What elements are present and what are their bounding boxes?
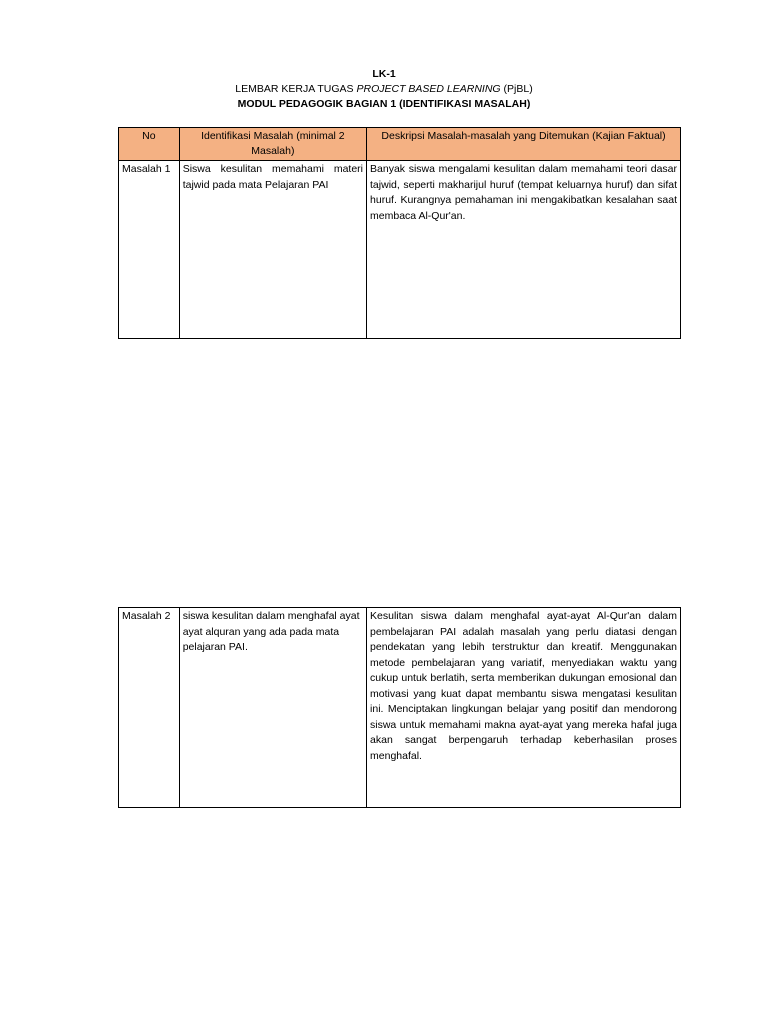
title-italic: PROJECT BASED LEARNING	[356, 83, 501, 95]
column-header-no: No	[119, 128, 180, 161]
problem-table-1	[118, 127, 681, 339]
problem-description: Banyak siswa mengalami kesulitan dalam memahami teori dasar tajwid, seperti makharijul huruf (tempat keluarnya huruf) dan sifat huruf. Kurangnya pemahaman ini mengakibatkan kesalahan saat membaca Al-Qur'an.	[367, 161, 681, 339]
column-header-identifikasi: Identifikasi Masalah (minimal 2 Masalah)	[179, 128, 366, 161]
document-header	[0, 67, 768, 112]
document-title	[0, 82, 768, 97]
problem-description: Kesulitan siswa dalam menghafal ayat-ayat Al-Qur'an dalam pembelajaran PAI adalah masalah yang perlu diatasi dengan pendekatan yang lebih terstruktur dan kreatif. Menggunakan metode pembelajaran yang variatif, menyediakan waktu yang cukup untuk berlatih, serta memberikan dukungan emosional dan motivasi yang kuat dapat membantu siswa mengatasi kesulitan ini. Menciptakan lingkungan belajar yang positif dan mendorong siswa untuk memahami makna ayat-ayat yang mereka hafal juga akan sangat berpengaruh terhadap keberhasilan proses menghafal.	[367, 608, 681, 808]
table-row	[119, 161, 681, 339]
title-prefix: LEMBAR KERJA TUGAS	[235, 83, 357, 95]
problem-identification: siswa kesulitan dalam menghafal ayat ayat alquran yang ada pada mata pelajaran PAI.	[179, 608, 366, 808]
document-subtitle: MODUL PEDAGOGIK BAGIAN 1 (IDENTIFIKASI MASALAH)	[237, 98, 531, 110]
problem-table-2	[118, 607, 681, 808]
problem-identification: Siswa kesulitan memahami materi tajwid pada mata Pelajaran PAI	[179, 161, 366, 339]
column-header-deskripsi: Deskripsi Masalah-masalah yang Ditemukan (Kajian Faktual)	[367, 128, 681, 161]
row-number: Masalah 1	[119, 161, 180, 339]
table-header-row	[119, 128, 681, 161]
document-code: LK-1	[372, 68, 396, 80]
title-suffix: (PjBL)	[500, 83, 533, 95]
row-number: Masalah 2	[119, 608, 180, 808]
table-row	[119, 608, 681, 808]
